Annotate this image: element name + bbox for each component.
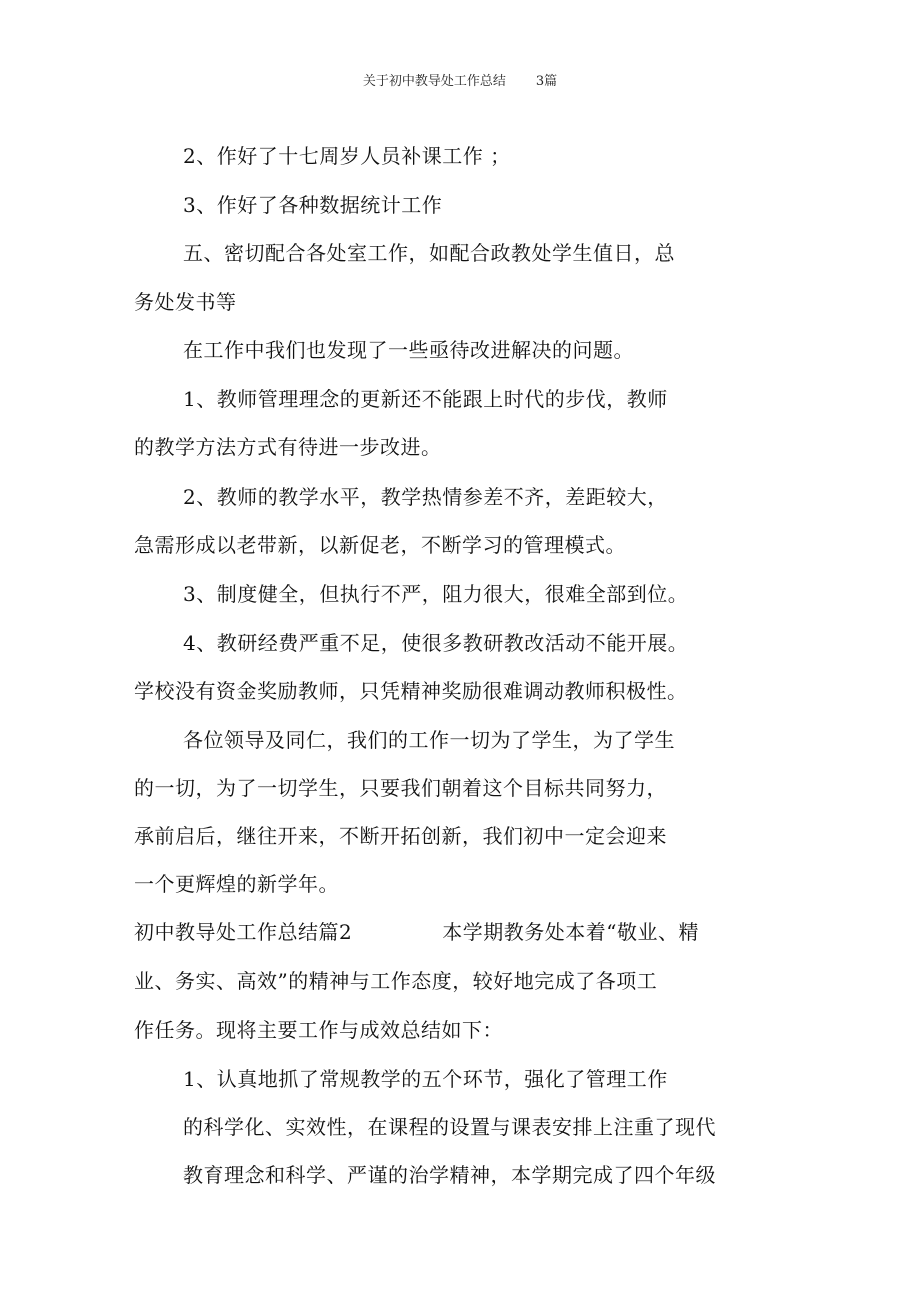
text-line: 务处发书等 <box>134 290 237 314</box>
section-intro: 本学期教务处本着“敬业、精 <box>442 920 699 944</box>
header-title: 关于初中教导处工作总结 <box>362 74 506 89</box>
text-line: 急需形成以老带新，以新促老，不断学习的管理模式。 <box>134 533 626 557</box>
text-line: 学校没有资金奖励教师，只凭精神奖励很难调动教师积极性。 <box>134 679 688 703</box>
text-line: 2、教师的教学水平，教学热情参差不齐，差距较大， <box>183 485 668 509</box>
text-line: 一个更辉煌的新学年。 <box>134 872 339 896</box>
text-line: 的科学化、实效性，在课程的设置与课表安排上注重了现代 <box>183 1115 716 1139</box>
text-line: 的一切，为了一切学生，只要我们朝着这个目标共同努力， <box>134 776 667 800</box>
section-heading: 初中教导处工作总结篇2 <box>134 920 353 944</box>
text-line: 1、认真地抓了常规教学的五个环节，强化了管理工作 <box>183 1067 668 1091</box>
text-line: 承前启后，继往开来，不断开拓创新，我们初中一定会迎来 <box>134 824 667 848</box>
text-line: 五、密切配合各处室工作，如配合政教处学生值日，总 <box>183 241 675 265</box>
text-line: 在工作中我们也发现了一些亟待改进解决的问题。 <box>183 338 634 362</box>
header-suffix: 3篇 <box>535 74 558 89</box>
text-line: 3、制度健全，但执行不严，阻力很大，很难全部到位。 <box>183 582 689 606</box>
text-line: 3、作好了各种数据统计工作 <box>183 193 443 217</box>
text-line: 作任务。现将主要工作与成效总结如下： <box>134 1018 503 1042</box>
text-line: 业、务实、高效”的精神与工作态度，较好地完成了各项工 <box>134 969 658 993</box>
text-line: 教育理念和科学、严谨的治学精神，本学期完成了四个年级 <box>183 1163 716 1187</box>
text-line: 的教学方法方式有待进一步改进。 <box>134 435 442 459</box>
text-line: 4、教研经费严重不足，使很多教研教改活动不能开展。 <box>183 631 689 655</box>
text-line: 2、作好了十七周岁人员补课工作 ； <box>183 144 511 168</box>
text-line: 1、教师管理理念的更新还不能跟上时代的步伐，教师 <box>183 387 668 411</box>
section2-line <box>134 920 699 944</box>
page-header <box>0 70 920 89</box>
text-line: 各位领导及同仁，我们的工作一切为了学生，为了学生 <box>183 728 675 752</box>
